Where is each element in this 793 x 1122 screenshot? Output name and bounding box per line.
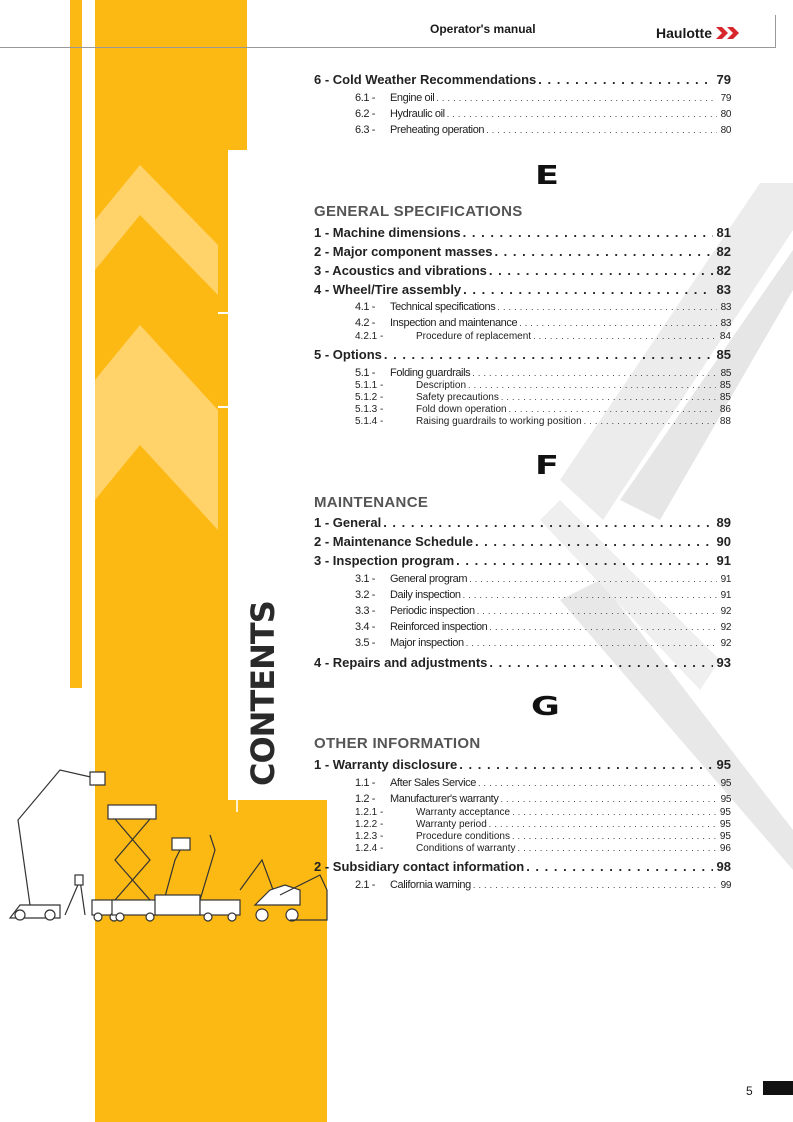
toc-subentry[interactable]: 1.1 - After Sales Service . . . 95: [355, 777, 731, 789]
chapter-title: MAINTENANCE: [314, 494, 429, 511]
brand-name: Haulotte: [656, 25, 712, 41]
chapter-letter: G: [531, 692, 560, 722]
header-rule: [0, 47, 775, 48]
toc-subentry[interactable]: 3.3 - Periodic inspection . . . 92: [355, 605, 731, 617]
toc-subentry[interactable]: 6.1 - Engine oil . . . 79: [355, 92, 731, 104]
toc-entry[interactable]: 4 - Wheel/Tire assembly . . . 83: [314, 282, 731, 297]
page-number: 5: [746, 1084, 753, 1098]
chapter-letter: E: [535, 161, 559, 191]
toc-entry[interactable]: 2 - Subsidiary contact information . . . 98: [314, 859, 731, 874]
logo-chevrons-icon: [714, 26, 742, 40]
toc-subentry[interactable]: 3.1 - General program . . . 91: [355, 573, 731, 585]
toc-subsubentry[interactable]: 1.2.4 - Conditions of warranty . . . 96: [355, 843, 731, 854]
toc-entry[interactable]: 4 - Repairs and adjustments . . . 93: [314, 655, 731, 670]
toc-entry[interactable]: 1 - Machine dimensions . . . 81: [314, 225, 731, 240]
toc-subentry[interactable]: 4.2 - Inspection and maintenance . . . 83: [355, 317, 731, 329]
toc-entry[interactable]: 3 - Acoustics and vibrations . . . 82: [314, 263, 731, 278]
toc-subsubentry[interactable]: 4.2.1 - Procedure of replacement . . . 84: [355, 331, 731, 342]
toc-entry[interactable]: 1 - General . . . 89: [314, 515, 731, 530]
toc-subsubentry[interactable]: 5.1.3 - Fold down operation . . . 86: [355, 404, 731, 415]
toc-entry[interactable]: 3 - Inspection program . . . 91: [314, 553, 731, 568]
toc-subsubentry[interactable]: 5.1.2 - Safety precautions . . . 85: [355, 392, 731, 403]
toc-subentry[interactable]: 5.1 - Folding guardrails . . . 85: [355, 367, 731, 379]
toc-entry[interactable]: [314, 72, 731, 87]
toc-entry[interactable]: 1 - Warranty disclosure . . . 95: [314, 757, 731, 772]
toc-subentry[interactable]: 4.1 - Technical specifications . . . 83: [355, 301, 731, 313]
toc-entry-label: 6 - Cold Weather Recommendations: [314, 72, 537, 87]
toc-subsubentry[interactable]: 1.2.3 - Procedure conditions . . . 95: [355, 831, 731, 842]
toc-entry[interactable]: 2 - Maintenance Schedule . . . 90: [314, 534, 731, 549]
chapter-letter: F: [535, 451, 559, 481]
toc-subsubentry[interactable]: 5.1.4 - Raising guardrails to working position . . . 88: [355, 416, 731, 427]
divider-line-1: [218, 312, 248, 314]
toc-subentry[interactable]: 3.4 - Reinforced inspection . . . 92: [355, 621, 731, 633]
page-tab-marker: [763, 1081, 793, 1095]
chapter-title: GENERAL SPECIFICATIONS: [314, 203, 523, 220]
document-title: Operator's manual: [430, 22, 536, 36]
toc-subentry[interactable]: 3.2 - Daily inspection . . . 91: [355, 589, 731, 601]
toc-subentry[interactable]: 6.2 - Hydraulic oil . . . 80: [355, 108, 731, 120]
haulotte-logo: [656, 25, 742, 41]
toc-subentry[interactable]: 6.3 - Preheating operation . . . 80: [355, 124, 731, 136]
toc-subentry[interactable]: 3.5 - Major inspection . . . 92: [355, 637, 731, 649]
contents-side-label: CONTENTS: [244, 601, 282, 786]
divider-line-2: [218, 406, 248, 408]
toc-subentry[interactable]: 1.2 - Manufacturer's warranty . . . 95: [355, 793, 731, 805]
toc-subsubentry[interactable]: 1.2.1 - Warranty acceptance . . . 95: [355, 807, 731, 818]
yellow-band: [95, 0, 327, 1122]
toc-subsubentry[interactable]: 5.1.1 - Description . . . 85: [355, 380, 731, 391]
toc-entry[interactable]: 2 - Major component masses . . . 82: [314, 244, 731, 259]
toc-page: 79: [716, 72, 731, 87]
yellow-strip-thin: [70, 0, 82, 688]
chapter-title: OTHER INFORMATION: [314, 735, 481, 752]
vertical-divider: [236, 312, 238, 812]
toc-subentry[interactable]: 2.1 - California warning . . . 99: [355, 879, 731, 891]
header-rule-vertical: [775, 15, 776, 48]
toc-subsubentry[interactable]: 1.2.2 - Warranty period . . . 95: [355, 819, 731, 830]
toc-entry[interactable]: 5 - Options . . . 85: [314, 347, 731, 362]
